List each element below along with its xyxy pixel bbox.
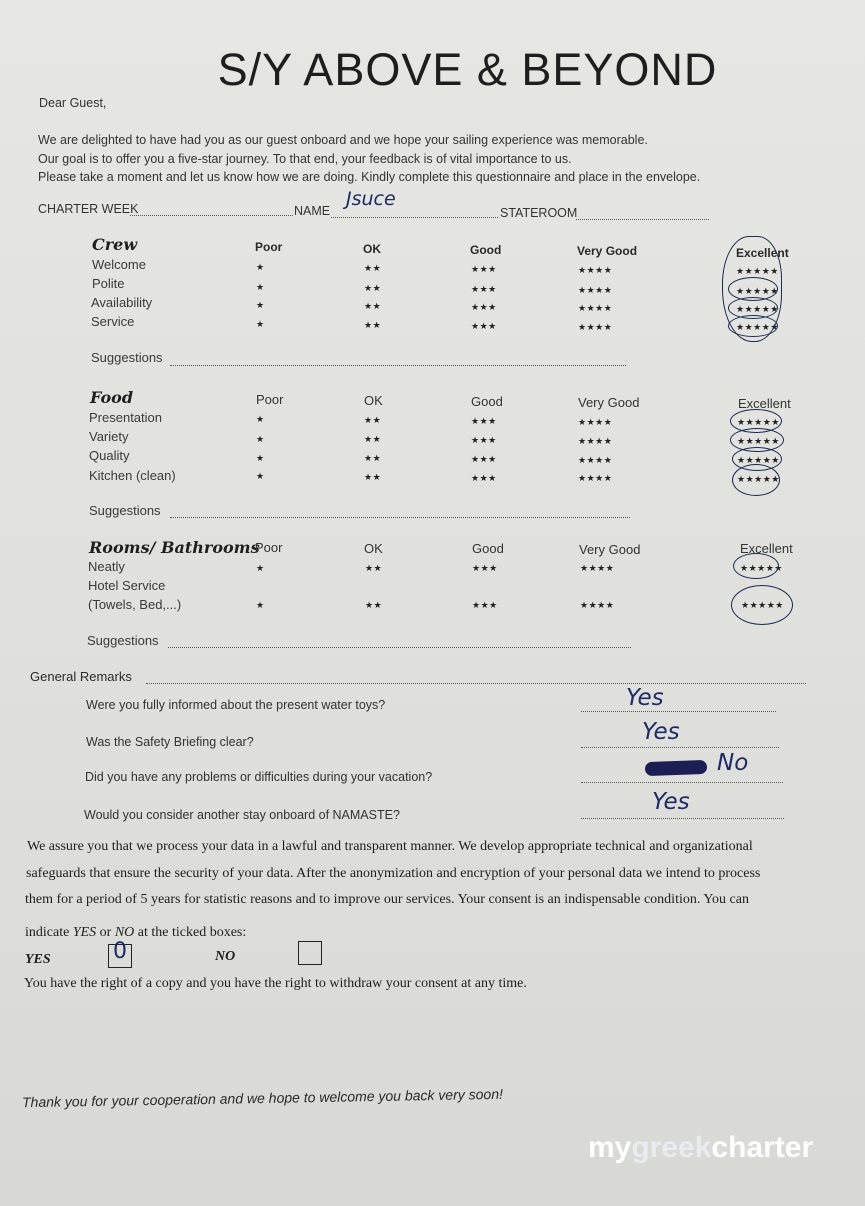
watermark-part-3: charter xyxy=(711,1131,814,1164)
intro-line-3: Please take a moment and let us know how we are doing. Kindly complete this questionnaire and place in the envelope. xyxy=(38,170,701,184)
yes-check-mark: 0 xyxy=(113,939,127,964)
stars-3[interactable]: ★★★ xyxy=(471,473,497,483)
stars-3[interactable]: ★★★ xyxy=(471,284,497,294)
stars-4[interactable]: ★★★★ xyxy=(578,455,613,465)
section-heading-food: Food xyxy=(90,388,134,407)
rights-text: You have the right of a copy and you have the right to withdraw your consent at any time. xyxy=(24,976,527,991)
suggestions-label-crew: Suggestions xyxy=(91,350,163,365)
col-very-good: Very Good xyxy=(578,395,640,410)
name-line[interactable] xyxy=(331,217,498,218)
general-remarks-line[interactable] xyxy=(146,683,806,684)
legal-line-4 xyxy=(25,925,246,941)
question-1: Were you fully informed about the present water toys? xyxy=(86,698,386,712)
stars-2[interactable]: ★★ xyxy=(365,563,383,573)
general-remarks-label: General Remarks xyxy=(30,669,132,684)
question-3: Did you have any problems or difficulties during your vacation? xyxy=(85,770,433,784)
legal-line-1: We assure you that we process your data in a lawful and transparent manner. We develop appropriate technical and organizational xyxy=(27,839,753,854)
stars-5[interactable]: ★★★★★ xyxy=(740,563,783,573)
col-ok: OK xyxy=(364,393,383,408)
selection-circle xyxy=(732,464,780,496)
stars-1[interactable]: ★ xyxy=(256,471,265,481)
scribble-mark xyxy=(645,760,707,776)
yes-checkbox[interactable] xyxy=(108,939,132,968)
stars-5[interactable]: ★★★★★ xyxy=(741,600,784,610)
row-label-service: Service xyxy=(91,314,135,329)
answer-3: No xyxy=(717,750,749,776)
col-excellent: Excellent xyxy=(736,246,789,260)
row-label-kitchen: Kitchen (clean) xyxy=(89,468,176,483)
stars-2[interactable]: ★★ xyxy=(364,453,382,463)
stars-3[interactable]: ★★★ xyxy=(471,321,497,331)
answer-line-3[interactable] xyxy=(581,782,783,783)
suggestions-line-crew[interactable] xyxy=(170,365,626,366)
answer-line-2[interactable] xyxy=(581,747,779,748)
stars-3[interactable]: ★★★ xyxy=(472,563,498,573)
stars-3[interactable]: ★★★ xyxy=(471,435,497,445)
row-label-neatly: Neatly xyxy=(88,559,125,574)
row-label-welcome: Welcome xyxy=(92,257,146,272)
col-ok: OK xyxy=(364,541,383,556)
stars-4[interactable]: ★★★★ xyxy=(578,303,613,313)
answer-line-1[interactable] xyxy=(581,711,776,712)
row-label-hotel-service: Hotel Service xyxy=(88,578,166,593)
answer-1: Yes xyxy=(626,685,664,711)
intro-line-1: We are delighted to have had you as our guest onboard and we hope your sailing experience was memorable. xyxy=(38,133,648,147)
col-poor: Poor xyxy=(256,392,284,407)
selection-circle xyxy=(731,585,793,625)
charter-week-label: CHARTER WEEK xyxy=(38,202,139,216)
stars-3[interactable]: ★★★ xyxy=(471,454,497,464)
stars-1[interactable]: ★ xyxy=(256,319,265,329)
row-label-towels-bed: (Towels, Bed,...) xyxy=(88,597,182,612)
stars-5[interactable]: ★★★★★ xyxy=(736,322,779,332)
stars-4[interactable]: ★★★★ xyxy=(578,285,613,295)
stars-5[interactable]: ★★★★★ xyxy=(736,286,779,296)
stars-2[interactable]: ★★ xyxy=(365,600,383,610)
question-2: Was the Safety Briefing clear? xyxy=(86,735,254,749)
col-very-good: Very Good xyxy=(577,244,638,258)
col-ok: OK xyxy=(363,242,381,256)
stars-1[interactable]: ★ xyxy=(256,434,265,444)
stars-4[interactable]: ★★★★ xyxy=(580,600,615,610)
stateroom-label: STATEROOM xyxy=(500,206,578,220)
stars-1[interactable]: ★ xyxy=(256,414,265,424)
stars-3[interactable]: ★★★ xyxy=(471,302,497,312)
col-good: Good xyxy=(471,394,503,409)
question-4: Would you consider another stay onboard of NAMASTE? xyxy=(84,808,400,822)
stars-5[interactable]: ★★★★★ xyxy=(736,304,779,314)
stars-5[interactable]: ★★★★★ xyxy=(737,417,780,427)
col-poor: Poor xyxy=(255,240,283,254)
stars-4[interactable]: ★★★★ xyxy=(578,265,613,275)
suggestions-line-rooms[interactable] xyxy=(168,647,631,648)
watermark-part-1: my xyxy=(588,1131,632,1164)
name-label: NAME xyxy=(294,204,331,218)
stars-1[interactable]: ★ xyxy=(256,563,265,573)
stars-2[interactable]: ★★ xyxy=(364,263,382,273)
answer-4: Yes xyxy=(652,789,690,815)
no-checkbox[interactable] xyxy=(298,941,322,965)
row-label-presentation: Presentation xyxy=(89,410,162,425)
col-excellent: Excellent xyxy=(738,396,791,411)
selection-circle xyxy=(728,315,778,337)
stars-3[interactable]: ★★★ xyxy=(471,416,497,426)
suggestions-label-food: Suggestions xyxy=(89,503,161,518)
stateroom-line[interactable] xyxy=(576,219,709,220)
stars-3[interactable]: ★★★ xyxy=(471,264,497,274)
stars-3[interactable]: ★★★ xyxy=(472,600,498,610)
stars-4[interactable]: ★★★★ xyxy=(578,417,613,427)
stars-1[interactable]: ★ xyxy=(256,300,265,310)
stars-1[interactable]: ★ xyxy=(256,453,265,463)
legal-ticked-text: at the ticked boxes: xyxy=(134,925,247,940)
stars-4[interactable]: ★★★★ xyxy=(578,436,613,446)
legal-yes-word: YES xyxy=(72,925,97,940)
stars-2[interactable]: ★★ xyxy=(364,283,382,293)
intro-line-2: Our goal is to offer you a five-star journey. To that end, your feedback is of vital importance to us. xyxy=(38,152,572,166)
col-good: Good xyxy=(472,541,504,556)
row-label-variety: Variety xyxy=(89,429,129,444)
stars-5[interactable]: ★★★★★ xyxy=(736,266,779,276)
stars-1[interactable]: ★ xyxy=(256,262,265,272)
answer-2: Yes xyxy=(642,719,680,745)
section-heading-rooms: Rooms/ Bathrooms xyxy=(89,538,260,557)
stars-2[interactable]: ★★ xyxy=(364,415,382,425)
watermark-logo xyxy=(588,1131,813,1165)
suggestions-label-rooms: Suggestions xyxy=(87,633,159,648)
yes-label: YES xyxy=(25,952,51,967)
stars-4[interactable]: ★★★★ xyxy=(578,322,613,332)
stars-5[interactable]: ★★★★★ xyxy=(737,455,780,465)
stars-2[interactable]: ★★ xyxy=(364,434,382,444)
selection-circle xyxy=(733,553,779,579)
stars-5[interactable]: ★★★★★ xyxy=(737,436,780,446)
row-label-availability: Availability xyxy=(91,295,153,310)
greeting: Dear Guest, xyxy=(39,96,107,110)
page-title: S/Y ABOVE & BEYOND xyxy=(217,44,718,95)
legal-or-text: or xyxy=(96,925,115,940)
col-poor: Poor xyxy=(255,540,283,555)
stars-2[interactable]: ★★ xyxy=(364,472,382,482)
section-heading-crew: Crew xyxy=(92,235,138,254)
answer-line-4[interactable] xyxy=(581,818,784,819)
thanks-text: Thank you for your cooperation and we hope to welcome you back very soon! xyxy=(21,1085,504,1111)
stars-2[interactable]: ★★ xyxy=(364,301,382,311)
col-excellent: Excellent xyxy=(740,541,793,556)
legal-indicate-text: indicate xyxy=(25,925,73,940)
no-label: NO xyxy=(215,949,236,964)
name-handwritten: Jsuce xyxy=(346,188,396,210)
legal-line-3: them for a period of 5 years for statistic reasons and to improve our services. Your consent is an indispensable condition. You can xyxy=(25,892,749,907)
stars-5[interactable]: ★★★★★ xyxy=(737,474,780,484)
charter-week-line[interactable] xyxy=(130,215,293,216)
suggestions-line-food[interactable] xyxy=(170,517,630,518)
col-very-good: Very Good xyxy=(579,542,641,557)
stars-4[interactable]: ★★★★ xyxy=(578,473,613,483)
stars-4[interactable]: ★★★★ xyxy=(580,563,615,573)
legal-no-word: NO xyxy=(114,925,135,940)
row-label-polite: Polite xyxy=(92,276,125,291)
stars-1[interactable]: ★ xyxy=(256,282,265,292)
stars-2[interactable]: ★★ xyxy=(364,320,382,330)
legal-line-2: safeguards that ensure the security of your data. After the anonymization and encryption of your personal data we intend to process xyxy=(26,866,761,881)
stars-1[interactable]: ★ xyxy=(256,600,265,610)
col-good: Good xyxy=(470,243,502,257)
row-label-quality: Quality xyxy=(89,448,130,463)
watermark-part-2: greek xyxy=(631,1131,712,1164)
